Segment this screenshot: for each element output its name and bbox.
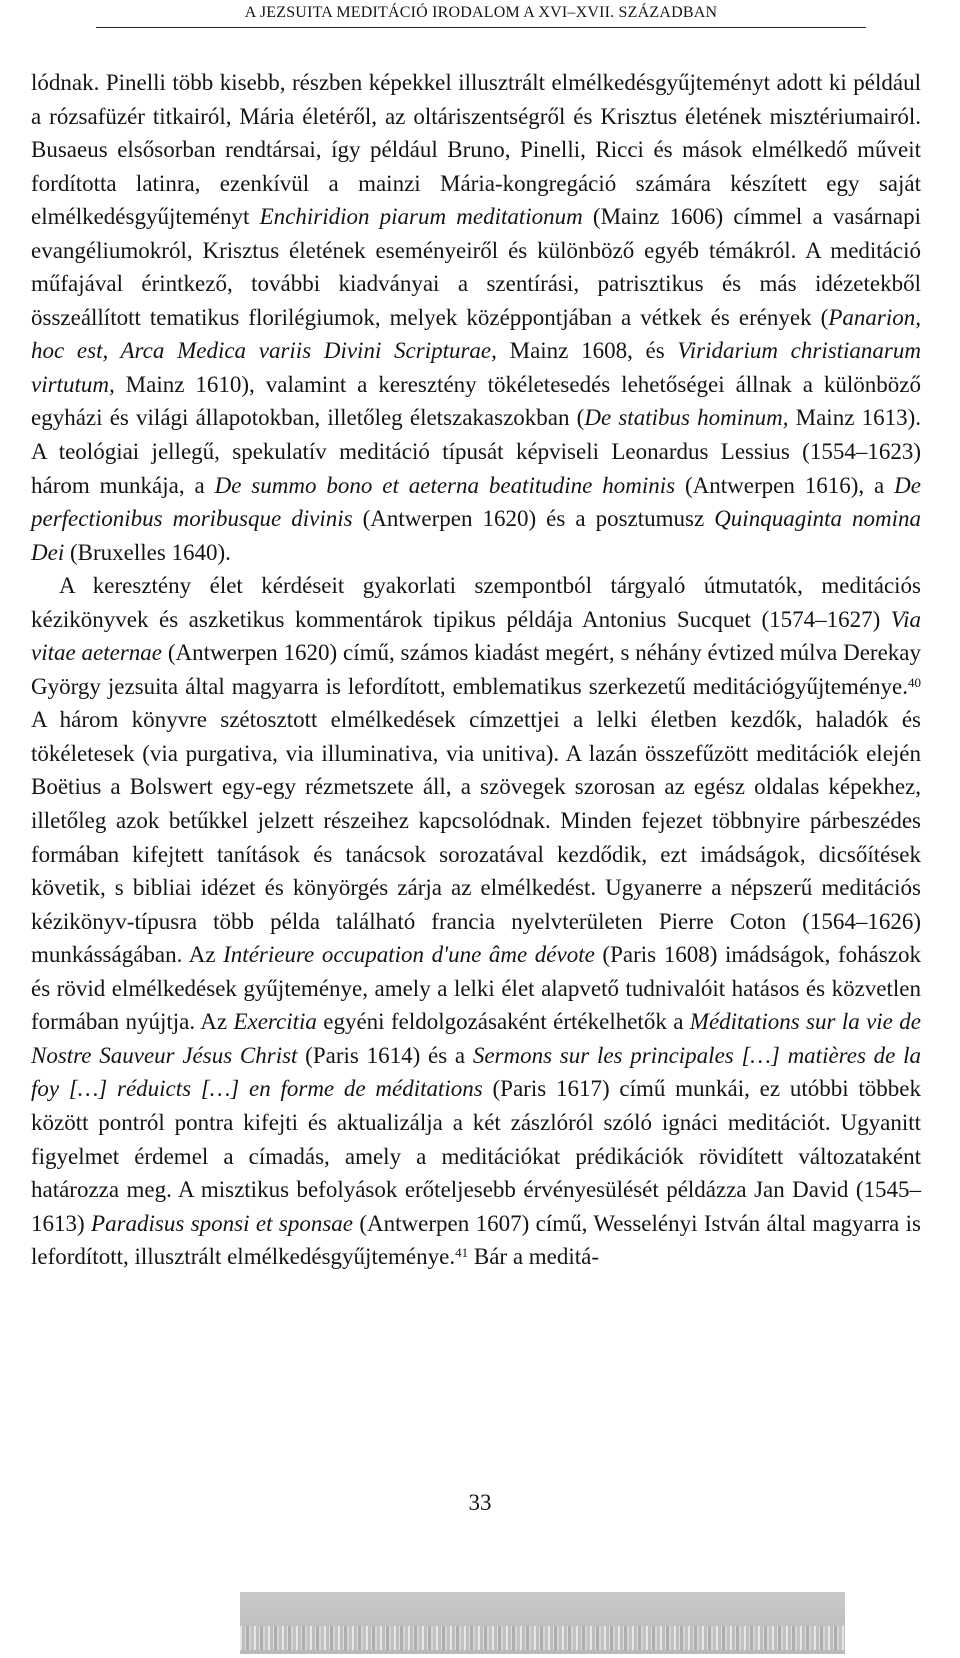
text-run: egyéni feldolgozásaként értékelhetők a bbox=[316, 1009, 690, 1035]
scan-artifact-bar bbox=[240, 1592, 845, 1654]
text-run: A keresztény élet kérdéseit gyakorlati szempontból tárgyaló útmutatók, meditációs kézikönyvek és aszketikus kommentárok tipikus példája Antonius Sucquet (1574–1627) bbox=[31, 573, 921, 632]
italic-title: Via vitae aeternae bbox=[31, 606, 921, 666]
italic-title: De perfectionibus moribusque divinis bbox=[31, 472, 921, 532]
italic-title: Exercitia bbox=[233, 1009, 317, 1035]
text-run: (Antwerpen 1620) és a posztumusz bbox=[352, 506, 715, 532]
text-run: (Antwerpen 1607) című, Wesselényi István által magyarra is lefordított, illusztrált elmélkedésgyűjteménye. bbox=[31, 1210, 921, 1270]
italic-title: De summo bono et aeterna beatitudine hominis bbox=[214, 472, 676, 498]
text-run: Mainz 1608, és bbox=[496, 338, 678, 364]
text-run: Mainz 1610), valamint a keresztény tökéletesedés lehetőségei állnak a különböző egyházi és világi állapotokban, illetőleg életszakaszokban ( bbox=[31, 371, 921, 431]
running-header: A JEZSUITA MEDITÁCIÓ IRODALOM A XVI–XVII. SZÁZADBAN bbox=[96, 4, 866, 28]
italic-title: Quinquaginta nomina Dei bbox=[31, 506, 921, 565]
paragraph-2 bbox=[31, 569, 921, 1273]
italic-title: Viridarium christianarum virtutum, bbox=[31, 338, 921, 397]
italic-title: Paradisus sponsi et sponsae bbox=[91, 1210, 353, 1236]
italic-title: Intérieure occupation d'une âme dévote bbox=[223, 942, 595, 968]
italic-title: Méditations sur la vie de Nostre Sauveur Jésus Christ bbox=[31, 1009, 921, 1068]
body-text bbox=[31, 66, 921, 1274]
page-number: 33 bbox=[468, 1490, 492, 1515]
text-run: lódnak. Pinelli több kisebb, részben képekkel illusztrált elmélkedésgyűjteményt adott ki például a rózsafüzér titkairól, Mária életéről, az oltáriszentségről és Krisztus életének misztériumairól. Busaeus elsősorban rendtársai, így például Bruno, Pinelli, Ricci és mások elmélkedő műveit fordította latinra, ezenkívül a mainzi Mária-kongregáció számára készített egy saját elmélkedésgyűjteményt bbox=[31, 70, 921, 230]
italic-title: Enchiridion piarum meditationum bbox=[259, 204, 583, 230]
italic-title: Sermons sur les principales […] matières de la foy […] réduicts […] en forme de méditations bbox=[31, 1042, 922, 1102]
text-run: (Paris 1614) és a bbox=[297, 1042, 473, 1068]
scan-noise-strip bbox=[240, 1626, 845, 1650]
footnote-marker[interactable]: 41 bbox=[455, 1245, 469, 1261]
text-run: (Antwerpen 1620) című, számos kiadást megért, s néhány évtized múlva Derekay György jezsuita által magyarra is lefordított, emblematikus szerkezetű meditációgyűjteménye. bbox=[31, 640, 921, 699]
italic-title: De statibus hominum, bbox=[584, 405, 789, 431]
text-run: A három könyvre szétosztott elmélkedések címzettjei a lelki életben kezdők, haladók és tökéletesek (via purgativa, via illuminativa, via unitiva). A lazán összefűzött meditációk elején Boëtius a Bolswert egy-egy rézmetszete áll, a szövegek szorosan az egész oldalas képekhez, illetőleg azok betűkkel jelzett részeihez kapcsolódnak. Minden fejezet többnyire párbeszédes formában kifejtett tanítások és tanácsok sorozatával kezdődik, ezt imádságok, dicsőítések követik, s bibliai idézet és könyörgés zárja az elmélkedést. Ugyanerre a népszerű meditációs kézikönyv-típusra több példa található francia nyelvterületen Pierre Coton (1564–1626) munkásságában. Az bbox=[31, 707, 921, 968]
text-run: (Mainz 1606) címmel a vasárnapi evangéliumokról, Krisztus életének eseményeiről és különböző egyéb témákról. A meditáció műfajával érintkező, további kiadványai a szentírási, patrisztikus és más idézetekből összeállított tematikus florilégiumok, melyek középpontjában a vétkek és erények ( bbox=[31, 204, 921, 330]
italic-title: Panarion, hoc est, Arca Medica variis Divini Scripturae, bbox=[31, 304, 921, 364]
text-run: Bár a meditá- bbox=[468, 1244, 600, 1270]
text-run: (Paris 1608) imádságok, fohászok és rövid elmélkedések gyűjteménye, amely a lelki élet alapvető tudnivalóit hatásos és közvetlen formában nyújtja. Az bbox=[31, 942, 921, 1035]
text-run: (Antwerpen 1616), a bbox=[675, 472, 895, 498]
footnote-marker[interactable]: 40 bbox=[908, 674, 921, 690]
paragraph-1 bbox=[31, 66, 921, 569]
text-run: Mainz 1613). A teológiai jellegű, spekulatív meditáció típusát képviseli Leonardus Lessius (1554–1623) három munkája, a bbox=[31, 405, 921, 498]
text-run: (Bruxelles 1640). bbox=[64, 539, 231, 565]
text-run: (Paris 1617) című munkái, ez utóbbi többek között pontról pontra kifejti és aktualizálja a két zászlóról szóló ignáci meditációt. Ugyanitt figyelmet érdemel a címadás, amely a meditációkat prédikációk rövidített változataként határozza meg. A misztikus befolyások erőteljesebb érvényesülését példázza Jan David (1545–1613) bbox=[31, 1076, 921, 1236]
